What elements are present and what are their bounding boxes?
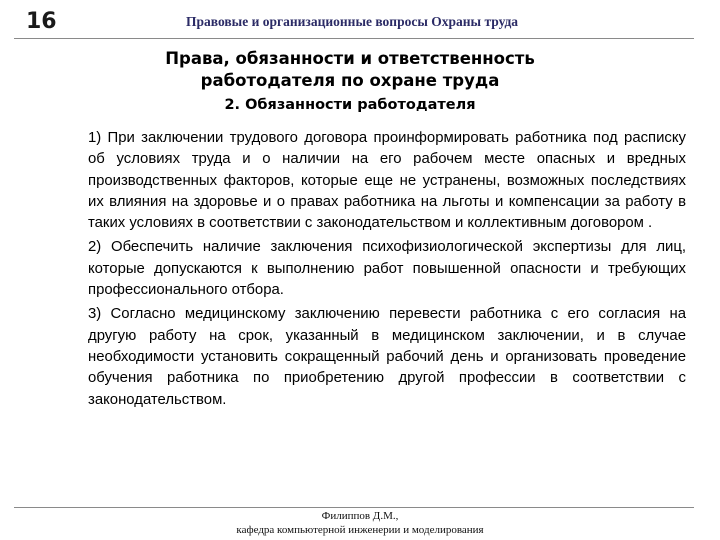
paragraph-3: 3) Согласно медицинскому заключению перевести работника с его согласия на другую работу на срок, указанный в медицинском заключении, и в случае необходимости установить сокращенный рабочий день и организовать проведение обучения работника по приобретению другой профессии в соответствии с законодательством.: [88, 306, 686, 408]
page-title: [80, 48, 620, 92]
slide-number: 16: [26, 9, 57, 34]
footer-author: Филиппов Д.М.,: [321, 510, 399, 522]
header-divider: [14, 38, 694, 39]
footer: [0, 509, 720, 537]
paragraph-1: 1) При заключении трудового договора проинформировать работника под расписку об условиях труда и о наличии на его рабочем месте опасных и вредных производственных факторов, которые еще не устранены, возможных последствиях их влияния на здоровье и о правах работника на льготы и компенсации за работу в таких условиях в соответствии с законодательством и коллективным договором .: [88, 130, 686, 232]
page-subtitle: 2. Обязанности работодателя: [224, 97, 476, 113]
content-body: [88, 128, 686, 414]
paragraph-2: 2) Обеспечить наличие заключения психофизиологической экспертизы для лиц, которые допускаются к выполнению работ повышенной опасности и требующих профессионального отбора.: [88, 239, 686, 299]
page-title-line-2: работодателя по охране труда: [200, 71, 500, 90]
footer-divider: [14, 507, 694, 508]
page-title-line-1: Права, обязанности и ответственность: [165, 49, 535, 68]
footer-department: кафедра компьютерной инженерии и моделирования: [236, 524, 484, 536]
header-title: Правовые и организационные вопросы Охраны труда: [186, 14, 519, 29]
